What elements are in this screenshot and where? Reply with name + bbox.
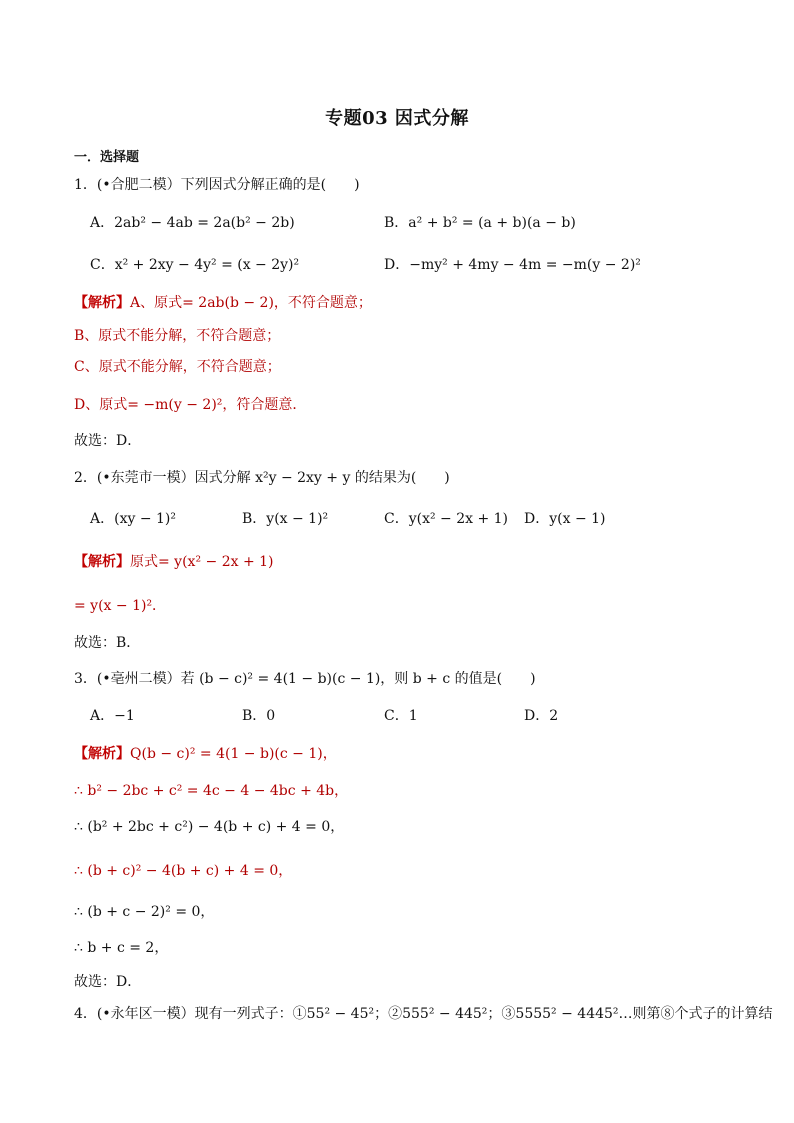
question-2-stem: 2．(•东莞市一模）因式分解 x²y − 2xy + y 的结果为( ) xyxy=(74,470,450,486)
question-2-option-a: A．(xy − 1)² xyxy=(90,511,176,527)
analysis-text: Q(b − c)² = 4(1 − b)(c − 1)， xyxy=(130,746,337,762)
question-2-option-c: C．y(x² − 2x + 1) xyxy=(384,511,509,527)
question-1-option-a: A．2ab² − 4ab = 2a(b² − 2b) xyxy=(90,215,295,231)
question-1-analysis-line-3: C、原式不能分解，不符合题意； xyxy=(74,359,281,375)
question-1-answer: 故选：D． xyxy=(74,433,142,449)
question-2-option-d: D．y(x − 1) xyxy=(524,511,606,527)
question-3-analysis-line-6: ∴ b + c = 2， xyxy=(74,940,169,956)
question-1-analysis-line-2: B、原式不能分解，不符合题意； xyxy=(74,328,281,344)
page-title: 专题03 因式分解 xyxy=(325,108,469,129)
question-2-answer: 故选：B． xyxy=(74,635,141,651)
analysis-text: A、原式= 2ab(b − 2)，不符合题意； xyxy=(130,295,372,311)
question-3-analysis-line-3: ∴ (b² + 2bc + c²) − 4(b + c) + 4 = 0， xyxy=(74,819,345,835)
question-3-answer: 故选：D． xyxy=(74,974,142,990)
question-3-stem: 3．(•亳州二模）若 (b − c)² = 4(1 − b)(c − 1)，则 b + c 的值是( ) xyxy=(74,671,536,687)
analysis-label: 【解析】 xyxy=(74,554,130,570)
question-3-analysis-line-5: ∴ (b + c − 2)² = 0， xyxy=(74,904,215,920)
analysis-label: 【解析】 xyxy=(74,746,130,762)
question-1-analysis-line-1 xyxy=(74,294,372,312)
question-2-analysis-line-2: = y(x − 1)²． xyxy=(74,598,167,614)
question-3-analysis-line-4: ∴ (b + c)² − 4(b + c) + 4 = 0， xyxy=(74,863,293,879)
question-3-option-b: B．0 xyxy=(242,708,276,724)
question-1-analysis-line-4: D、原式= −m(y − 2)²，符合题意． xyxy=(74,397,307,413)
question-3-option-c: C．1 xyxy=(384,708,418,724)
question-1-option-d: D．−my² + 4my − 4m = −m(y − 2)² xyxy=(384,257,641,273)
analysis-label: 【解析】 xyxy=(74,295,130,311)
question-4-stem: 4．(•永年区一模）现有一列式子：①55² − 45²；②555² − 445²；③5555² − 4445²…则第⑧个式子的计算结 xyxy=(74,1006,773,1022)
question-3-analysis-line-1 xyxy=(74,745,337,763)
analysis-text: 原式= y(x² − 2x + 1) xyxy=(130,554,274,570)
question-1-option-b: B．a² + b² = (a + b)(a − b) xyxy=(384,215,576,231)
question-3-option-a: A．−1 xyxy=(90,708,135,724)
question-1-stem: 1．(•合肥二模）下列因式分解正确的是( ) xyxy=(74,177,360,193)
question-3-analysis-line-2: ∴ b² − 2bc + c² = 4c − 4 − 4bc + 4b， xyxy=(74,783,349,799)
section-heading: 一．选择题 xyxy=(74,150,140,165)
question-2-analysis-line-1 xyxy=(74,553,274,571)
question-3-option-d: D．2 xyxy=(524,708,559,724)
question-2-option-b: B．y(x − 1)² xyxy=(242,511,329,527)
question-1-option-c: C．x² + 2xy − 4y² = (x − 2y)² xyxy=(90,257,300,273)
